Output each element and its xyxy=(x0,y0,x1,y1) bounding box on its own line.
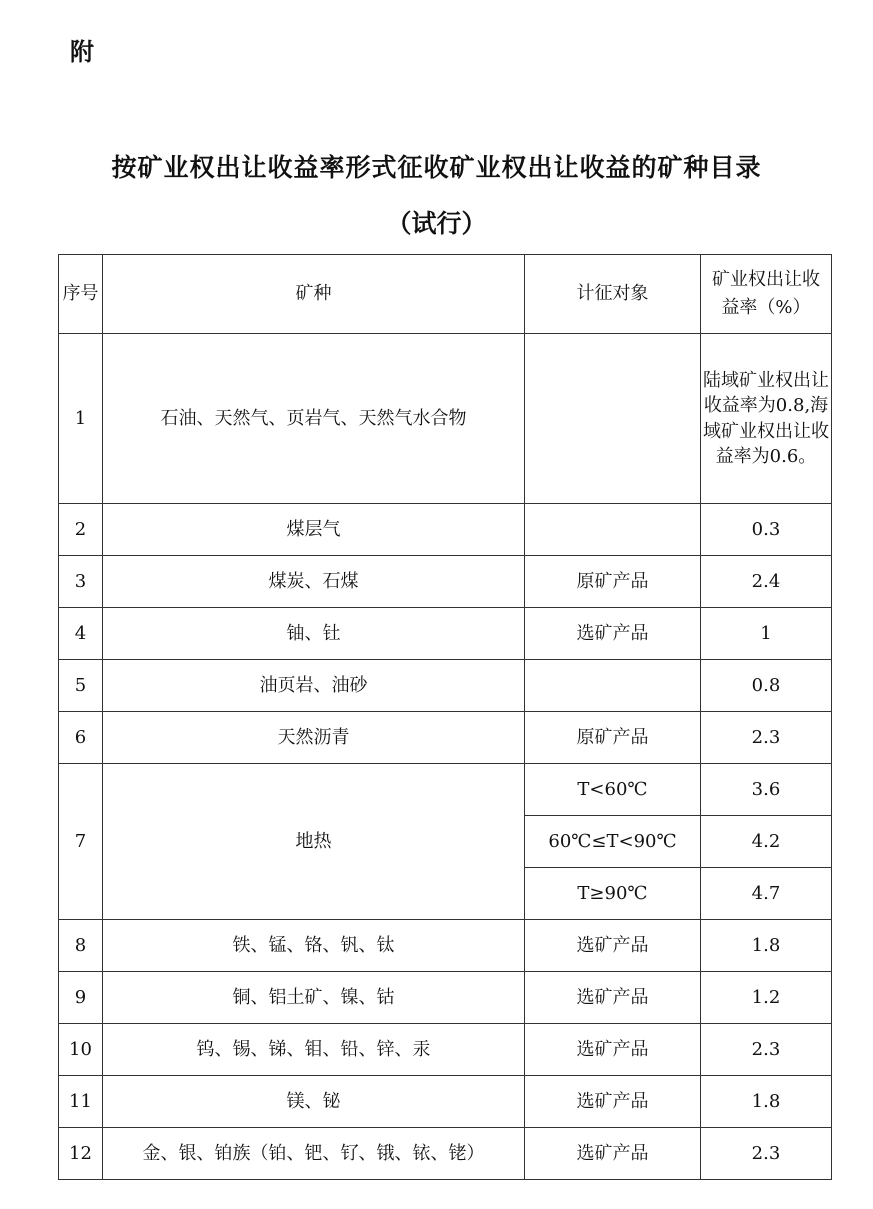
table-row xyxy=(59,1128,832,1180)
cell-rate: 1.8 xyxy=(701,920,832,972)
cell-object: 选矿产品 xyxy=(525,608,701,660)
header-object: 计征对象 xyxy=(525,255,701,334)
cell-no: 6 xyxy=(59,712,103,764)
cell-object: 选矿产品 xyxy=(525,1076,701,1128)
header-no: 序号 xyxy=(59,255,103,334)
table-row xyxy=(59,334,832,504)
cell-mineral: 铜、铝土矿、镍、钴 xyxy=(103,972,525,1024)
cell-no: 3 xyxy=(59,556,103,608)
table-row xyxy=(59,660,832,712)
cell-mineral: 油页岩、油砂 xyxy=(103,660,525,712)
cell-rate: 2.3 xyxy=(701,712,832,764)
header-mineral: 矿种 xyxy=(103,255,525,334)
cell-object xyxy=(525,660,701,712)
cell-mineral: 金、银、铂族（铂、钯、钌、锇、铱、铑） xyxy=(103,1128,525,1180)
table-row xyxy=(59,920,832,972)
cell-mineral: 地热 xyxy=(103,764,525,920)
table-row xyxy=(59,608,832,660)
cell-object: T≥90℃ xyxy=(525,868,701,920)
cell-no: 5 xyxy=(59,660,103,712)
attachment-label: 附 xyxy=(70,38,95,66)
cell-no: 4 xyxy=(59,608,103,660)
cell-rate: 1.2 xyxy=(701,972,832,1024)
cell-object xyxy=(525,504,701,556)
mineral-catalog-table xyxy=(58,254,832,1180)
cell-object: 原矿产品 xyxy=(525,712,701,764)
cell-no: 12 xyxy=(59,1128,103,1180)
table-row xyxy=(59,1076,832,1128)
cell-object: 选矿产品 xyxy=(525,972,701,1024)
cell-object xyxy=(525,334,701,504)
table-header-row xyxy=(59,255,832,334)
cell-mineral: 煤层气 xyxy=(103,504,525,556)
cell-rate: 2.3 xyxy=(701,1128,832,1180)
cell-rate: 1.8 xyxy=(701,1076,832,1128)
cell-rate: 0.8 xyxy=(701,660,832,712)
cell-no: 2 xyxy=(59,504,103,556)
table-row xyxy=(59,504,832,556)
cell-rate: 4.2 xyxy=(701,816,832,868)
cell-object: 选矿产品 xyxy=(525,1128,701,1180)
cell-mineral: 镁、铋 xyxy=(103,1076,525,1128)
cell-no: 9 xyxy=(59,972,103,1024)
page-subtitle: （试行） xyxy=(386,209,487,238)
table-row xyxy=(59,764,832,816)
cell-object: 原矿产品 xyxy=(525,556,701,608)
cell-object: 选矿产品 xyxy=(525,1024,701,1076)
cell-no: 7 xyxy=(59,764,103,920)
cell-no: 8 xyxy=(59,920,103,972)
cell-mineral: 天然沥青 xyxy=(103,712,525,764)
cell-mineral: 铀、钍 xyxy=(103,608,525,660)
cell-mineral: 钨、锡、锑、钼、铅、锌、汞 xyxy=(103,1024,525,1076)
cell-no: 1 xyxy=(59,334,103,504)
table-row xyxy=(59,972,832,1024)
cell-rate: 4.7 xyxy=(701,868,832,920)
table-row xyxy=(59,556,832,608)
table-row xyxy=(59,712,832,764)
cell-no: 11 xyxy=(59,1076,103,1128)
cell-object: 60℃≤T<90℃ xyxy=(525,816,701,868)
header-rate: 矿业权出让收益率（%） xyxy=(701,255,832,334)
cell-mineral: 石油、天然气、页岩气、天然气水合物 xyxy=(103,334,525,504)
cell-rate: 2.4 xyxy=(701,556,832,608)
page-title: 按矿业权出让收益率形式征收矿业权出让收益的矿种目录 xyxy=(111,153,762,182)
cell-rate: 2.3 xyxy=(701,1024,832,1076)
cell-object: 选矿产品 xyxy=(525,920,701,972)
cell-rate: 1 xyxy=(701,608,832,660)
cell-rate: 陆域矿业权出让收益率为0.8,海域矿业权出让收益率为0.6。 xyxy=(701,334,832,504)
table-row xyxy=(59,1024,832,1076)
cell-no: 10 xyxy=(59,1024,103,1076)
cell-mineral: 铁、锰、铬、钒、钛 xyxy=(103,920,525,972)
cell-rate: 0.3 xyxy=(701,504,832,556)
cell-object: T<60℃ xyxy=(525,764,701,816)
cell-rate: 3.6 xyxy=(701,764,832,816)
cell-mineral: 煤炭、石煤 xyxy=(103,556,525,608)
